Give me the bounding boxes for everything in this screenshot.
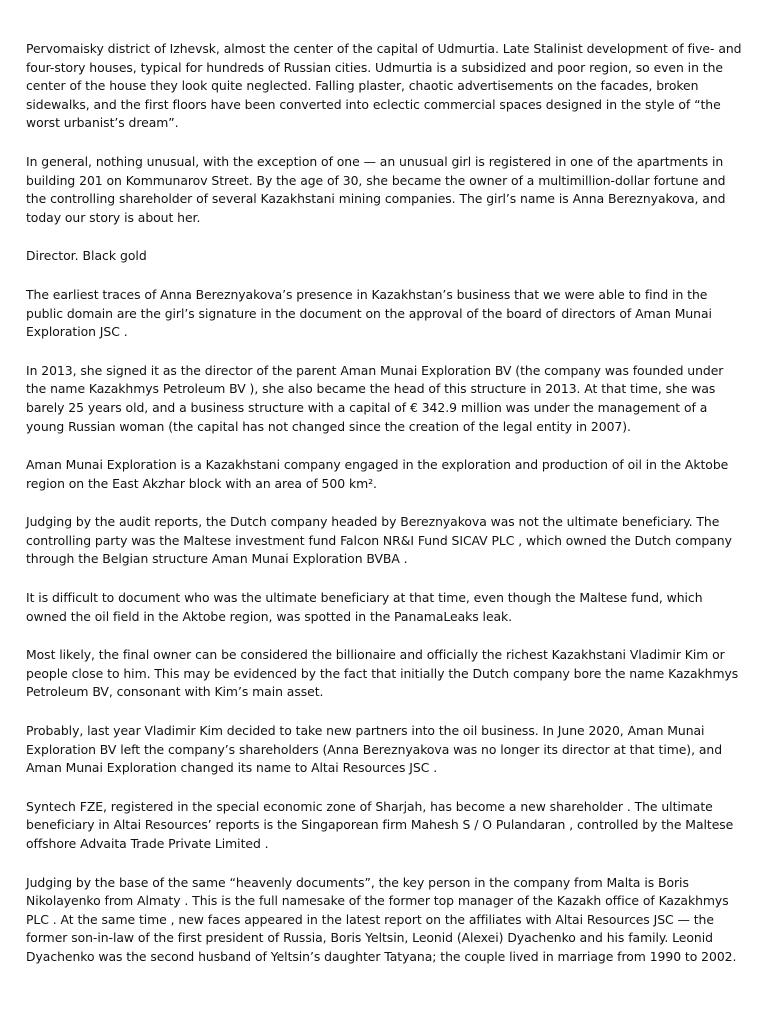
section-heading-director: Director. Black gold: [26, 248, 147, 264]
paragraph-unusual-girl: In general, nothing unusual, with the exception of one — an unusual girl is registered in one of the apartments in building 201 on Kommunarov Street. By the age of 30, she became the owner of a multimillion-dollar fortune and the controlling shareholder of several Kazakhstani mining companies. The girl’s name is Anna Bereznyakova, and today our story is about her.: [26, 153, 726, 225]
paragraph-ultimate-beneficiary: It is difficult to document who was the ultimate beneficiary at that time, even though the Maltese fund, which owned the oil field in the Aktobe region, was spotted in the PanamaLeaks leak.: [26, 590, 703, 624]
paragraph-2013-director: In 2013, she signed it as the director of the parent Aman Munai Exploration BV (the company was founded under the name Kazakhmys Petroleum BV ), she also became the head of this structure in 2013. At that time, she was barely 25 years old, and a business structure with a capital of € 342.9 million was under the management of a young Russian woman (the capital has not changed since the creation of the legal entity in 2007).: [26, 362, 724, 434]
paragraph-earliest-traces: The earliest traces of Anna Bereznyakova’s presence in Kazakhstan’s business that we were able to find in the public domain are the girl’s signature in the document on the approval of the board of directors of Aman Munai Exploration JSC .: [26, 286, 712, 340]
paragraph-intro-izhevsk: Pervomaisky district of Izhevsk, almost the center of the capital of Udmurtia. Late Stalinist development of five- and four-story houses, typical for hundreds of Russian cities. Udmurtia is a subsidized and poor region, so even in the center of the house they look quite neglected. Falling plaster, chaotic advertisements on the facades, broken sidewalks, and the first floors have been converted into eclectic commercial spaces designed in the style of “the worst urbanist’s dream”.: [26, 41, 742, 131]
paragraph-new-partners: Probably, last year Vladimir Kim decided to take new partners into the oil business. In June 2020, Aman Munai Exploration BV left the company’s shareholders (Anna Bereznyakova was no longer its director at that time), and Aman Munai Exploration changed its name to Altai Resources JSC .: [26, 723, 723, 776]
paragraph-heavenly-documents: Judging by the base of the same “heavenly documents”, the key person in the company from Malta is Boris Nikolayenko from Almaty . This is the full namesake of the former top manager of the Kazakh office of Kazakhmys PLC . At the same time , new faces appeared in the latest report on the affiliates with Altai Resources JSC — the former son-in-law of the first president of Russia, Boris Yeltsin, Leonid (Alexei) Dyachenko and his family. Leonid Dyachenko was the second husband of Yeltsin’s daughter Tatyana; the couple lived in marriage from 1990 to 2002.: [26, 874, 737, 964]
paragraph-vladimir-kim: Most likely, the final owner can be considered the billionaire and officially the richest Kazakhstani Vladimir Kim or people close to him. This may be evidenced by the fact that initially the Dutch company bore the name Kazakhmys Petroleum BV, consonant with Kim’s main asset.: [26, 647, 739, 700]
paragraph-aman-munai-exploration: Aman Munai Exploration is a Kazakhstani company engaged in the exploration and production of oil in the Aktobe region on the East Akzhar block with an area of 500 km².: [26, 457, 729, 491]
paragraph-audit-reports: Judging by the audit reports, the Dutch company headed by Bereznyakova was not the ultimate beneficiary. The controlling party was the Maltese investment fund Falcon NR&I Fund SICAV PLC , which owned the Dutch company through the Belgian structure Aman Munai Exploration BVBA .: [26, 514, 732, 567]
paragraph-syntech-fze: Syntech FZE, registered in the special economic zone of Sharjah, has become a new shareholder . The ultimate beneficiary in Altai Resources’ reports is the Singaporean firm Mahesh S / O Pulandaran , controlled by the Maltese offshore Advaita Trade Private Limited .: [26, 798, 734, 851]
